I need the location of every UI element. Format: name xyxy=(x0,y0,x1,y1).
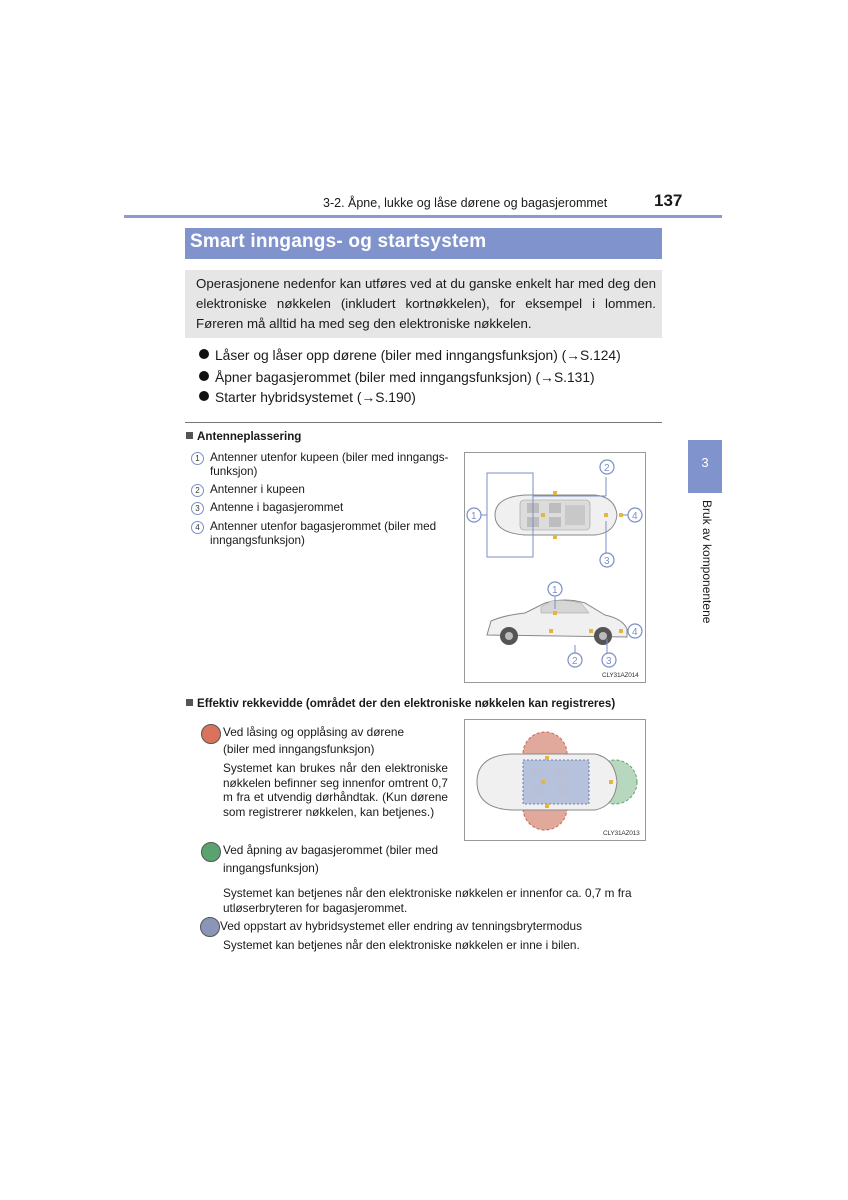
bullet-item xyxy=(199,370,595,385)
red-zone-circle-icon xyxy=(201,724,221,744)
antenna-item-text: Antenner i kupeen xyxy=(210,483,305,496)
bullet-dot-icon xyxy=(199,349,209,359)
zone-title: Ved åpning av bagasjerommet (biler med xyxy=(223,843,439,857)
zone-description: Systemet kan brukes når den elektroniske nøkkelen befinner seg innenfor omtrent 0,7 m fra et utvendig dørhåndtak. (Kun dørene som registrerer nøkkelen, kan betjenes.) xyxy=(223,761,448,819)
bullet-dot-icon xyxy=(199,391,209,401)
intro-text: Operasjonene nedenfor kan utføres ved at du ganske enkelt har med deg den elektroniske nøkkelen (inkludert kortnøkkelen), for eksempel i lommen. Føreren må alltid ha med seg den elektroniske nøkkelen. xyxy=(196,276,656,331)
car-top-view xyxy=(479,473,628,557)
bullet-item xyxy=(199,390,416,405)
car-range-diagram xyxy=(465,720,645,840)
car-antenna-diagram xyxy=(465,453,645,682)
svg-text:2: 2 xyxy=(572,656,578,667)
square-bullet-icon xyxy=(186,699,193,706)
antenna-location-figure xyxy=(464,452,646,683)
antenna-item-text: Antenner utenfor kupeen (biler med inngangs-funksjon) xyxy=(210,451,449,478)
car-side-view xyxy=(487,597,627,653)
zone-description: Systemet kan betjenes når den elektroniske nøkkelen er innenfor ca. 0,7 m fra utløserbryteren for bagasjerommet. xyxy=(223,886,632,915)
bullet-dot-icon xyxy=(199,371,209,381)
range-heading xyxy=(186,697,615,710)
bullet-text: Åpner bagasjerommet (biler med inngangsfunksjon) (→S.131) xyxy=(215,370,595,385)
zone-description: Systemet kan betjenes når den elektroniske nøkkelen er inne i bilen. xyxy=(223,938,580,952)
svg-text:1: 1 xyxy=(471,511,477,522)
zone-title: Ved oppstart av hybridsystemet eller endring av tenningsbrytermodus xyxy=(220,919,582,933)
figure-code: CLY31AZ014 xyxy=(602,672,639,679)
svg-text:1: 1 xyxy=(552,585,558,596)
range-figure xyxy=(464,719,646,841)
page-number: 137 xyxy=(654,191,683,210)
chapter-tab: 3 xyxy=(688,440,722,493)
antenna-heading-text: Antenneplassering xyxy=(197,430,302,443)
number-circle-icon: 3 xyxy=(191,502,204,515)
zone-title: Ved låsing og opplåsing av dørene xyxy=(223,725,405,739)
zone-subtitle: (biler med inngangsfunksjon) xyxy=(223,742,375,756)
svg-text:4: 4 xyxy=(632,627,638,638)
antenna-item xyxy=(191,501,451,515)
divider xyxy=(185,422,662,423)
number-circle-icon: 1 xyxy=(191,452,204,465)
antenna-item-text: Antenner utenfor bagasjerommet (biler med inngangsfunksjon) xyxy=(210,520,437,547)
section-title: 3-2. Åpne, lukke og låse dørene og bagasjerommet xyxy=(323,196,608,210)
page-title: Smart inngangs- og startsystem xyxy=(190,231,487,252)
svg-text:4: 4 xyxy=(632,511,638,522)
bullet-item xyxy=(199,348,621,363)
svg-text:3: 3 xyxy=(604,556,610,567)
chapter-label: Bruk av komponentene xyxy=(700,500,714,624)
number-circle-icon: 4 xyxy=(191,521,204,534)
blue-zone-circle-icon xyxy=(200,917,220,937)
svg-text:2: 2 xyxy=(604,463,610,474)
figure-code: CLY31AZ013 xyxy=(603,830,640,837)
antenna-item-text: Antenne i bagasjerommet xyxy=(210,501,344,514)
zone-subtitle: inngangsfunksjon) xyxy=(223,861,319,875)
antenna-item xyxy=(191,520,451,548)
bullet-text: Låser og låser opp dørene (biler med inngangsfunksjon) (→S.124) xyxy=(215,348,621,363)
antenna-heading xyxy=(186,430,301,443)
green-zone-circle-icon xyxy=(201,842,221,862)
number-circle-icon: 2 xyxy=(191,484,204,497)
range-heading-text: Effektiv rekkevidde (området der den elektroniske nøkkelen kan registreres) xyxy=(197,697,616,710)
svg-text:3: 3 xyxy=(606,656,612,667)
antenna-item xyxy=(191,483,451,497)
header-rule xyxy=(124,215,722,218)
antenna-item xyxy=(191,451,451,479)
bullet-text: Starter hybridsystemet (→S.190) xyxy=(215,390,416,405)
square-bullet-icon xyxy=(186,432,193,439)
